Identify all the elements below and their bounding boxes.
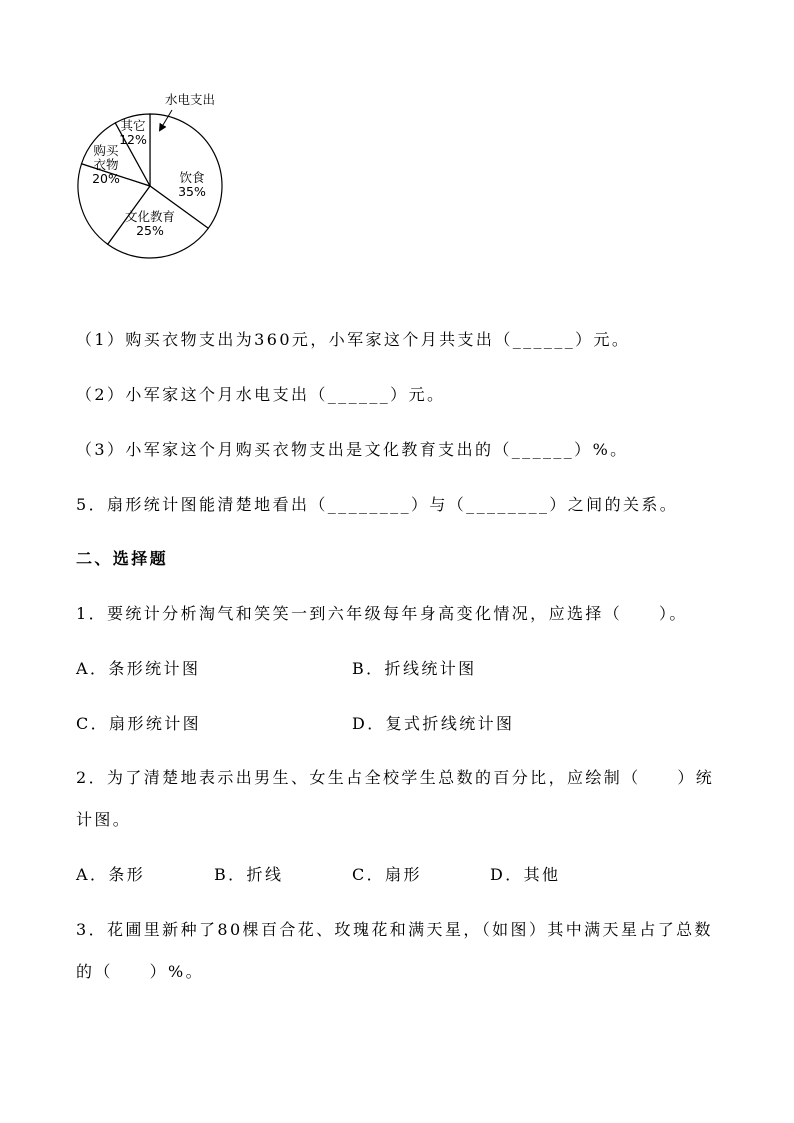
question-1-total-expense: （1）购买衣物支出为360元，小军家这个月共支出（______）元。 <box>76 330 631 349</box>
pie-label-4-0: 水电支出 <box>164 92 216 107</box>
pie-label-2-0: 购买 <box>93 143 119 158</box>
choice-2-option-c: C．扇形 <box>352 865 422 884</box>
choice-1-option-b: B．折线统计图 <box>352 659 477 678</box>
choice-1-option-c: C．扇形统计图 <box>76 714 202 733</box>
choice-2-option-a: A．条形 <box>76 865 146 884</box>
choice-1-option-a: A．条形统计图 <box>76 659 201 678</box>
expense-pie-chart <box>60 80 240 270</box>
pie-label-2-1: 衣物 <box>93 157 119 172</box>
pie-label-1-1: 25% <box>136 223 164 238</box>
choice-question-3-line-2: 的（ ）%。 <box>76 962 205 981</box>
choice-2-option-d: D．其他 <box>490 865 561 884</box>
pie-label-1-0: 文化教育 <box>124 209 176 224</box>
choice-2-option-b: B．折线 <box>214 865 284 884</box>
question-5-pie-relation: 5．扇形统计图能清楚地看出（________）与（________）之间的关系。 <box>76 495 679 514</box>
choice-1-option-d: D．复式折线统计图 <box>352 714 515 733</box>
pie-label-3-1: 12% <box>119 132 147 147</box>
pie-label-3-0: 其它 <box>120 118 146 133</box>
choice-question-2-line-1: 2．为了清楚地表示出男生、女生占全校学生总数的百分比，应绘制（ ）统 <box>76 768 715 787</box>
choice-question-1: 1．要统计分析淘气和笑笑一到六年级每年身高变化情况，应选择（ ）。 <box>76 604 688 623</box>
choice-question-2-line-2: 计图。 <box>76 810 132 829</box>
pie-label-0-0: 饮食 <box>179 170 205 185</box>
pie-label-2-2: 20% <box>92 171 120 186</box>
question-2-water-electric: （2）小军家这个月水电支出（______）元。 <box>76 385 446 404</box>
pie-label-0-1: 35% <box>178 184 206 199</box>
question-3-percentage: （3）小军家这个月购买衣物支出是文化教育支出的（______）%。 <box>76 440 629 459</box>
choice-question-3-line-1: 3．花圃里新种了80棵百合花、玫瑰花和满天星，（如图）其中满天星占了总数 <box>76 920 713 939</box>
section-heading-multiple-choice: 二、选择题 <box>76 549 169 568</box>
